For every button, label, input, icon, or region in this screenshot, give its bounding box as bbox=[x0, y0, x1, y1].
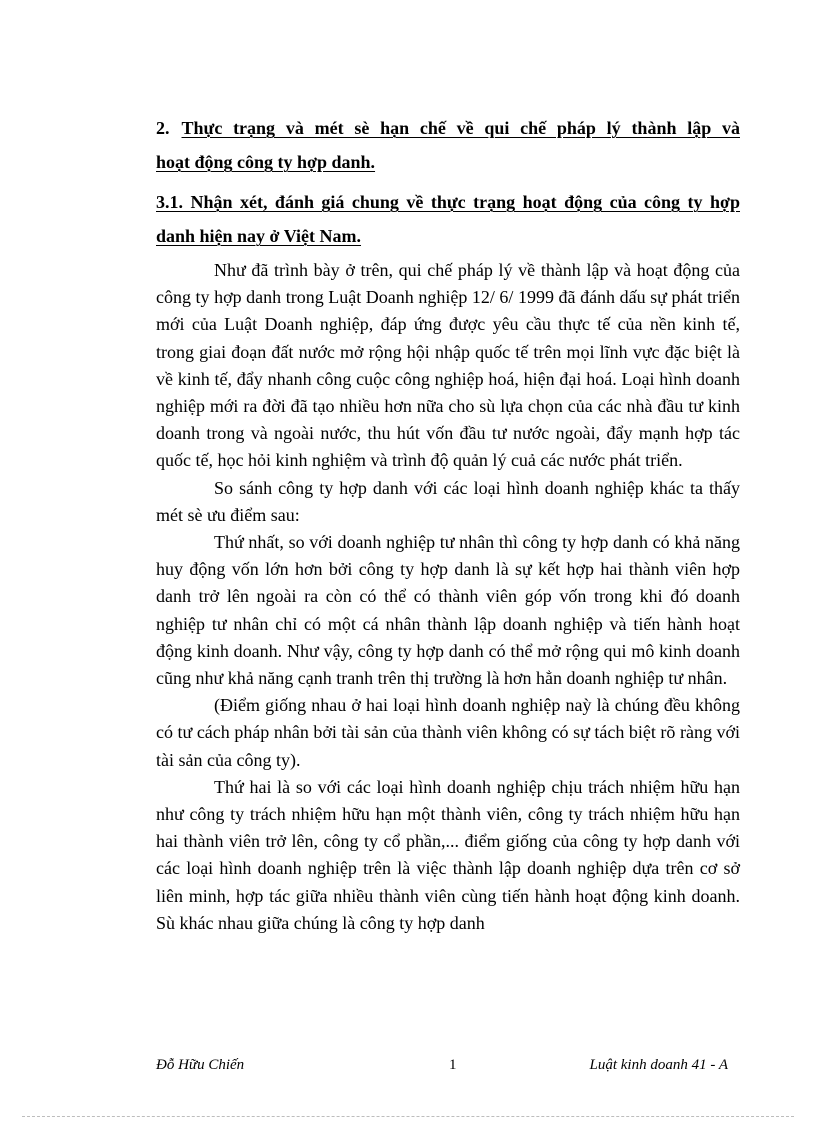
body-text bbox=[156, 257, 740, 937]
page-footer bbox=[156, 1057, 728, 1077]
page-content bbox=[156, 111, 740, 937]
section-2-heading-line-2 bbox=[156, 145, 740, 179]
section-3-1-title-line-2: danh hiện nay ở Việt Nam. bbox=[156, 226, 362, 246]
section-2-number: 2. bbox=[156, 118, 170, 138]
paragraph: So sánh công ty hợp danh với các loại hình doanh nghiệp khác ta thấy mét sè ưu điểm sau: bbox=[156, 477, 740, 525]
section-3-1-title-line-1: 3.1. Nhận xét, đánh giá chung về thực trạng hoạt động của công ty hợp bbox=[156, 192, 740, 212]
paragraph: Thứ hai là so với các loại hình doanh nghiệp chịu trách nhiệm hữu hạn như công ty trách nhiệm hữu hạn một thành viên, công ty trách nhiệm hữu hạn hai thành viên trở lên, công ty cổ phần,... điểm giống của công ty hợp danh với các loại hình doanh nghiệp trên là việc thành lập doanh nghiệp dựa trên cơ sở liên minh, hợp tác giữa nhiều thành viên cùng tiến hành hoạt động kinh doanh. Sù khác nhau giữa chúng là công ty hợp danh bbox=[156, 776, 740, 933]
footer-author: Đỗ Hữu Chiến bbox=[156, 1057, 245, 1073]
page-bottom-divider bbox=[22, 1116, 794, 1117]
section-2-heading-line-1 bbox=[156, 111, 740, 145]
section-2-title-line-1: Thực trạng và mét sè hạn chế về qui chế pháp lý thành lập và bbox=[181, 118, 740, 138]
paragraph: (Điểm giống nhau ở hai loại hình doanh nghiệp naỳ là chúng đều không có tư cách pháp nhân bởi tài sản của thành viên không có sự tách biệt rõ ràng với tài sản của công ty). bbox=[156, 695, 740, 770]
footer-course: Luật kinh doanh 41 - A bbox=[589, 1057, 728, 1073]
section-3-1-heading-line-2 bbox=[156, 219, 740, 253]
footer-page-number: 1 bbox=[449, 1057, 457, 1073]
paragraph: Như đã trình bày ở trên, qui chế pháp lý về thành lập và hoạt động của công ty hợp danh trong Luật Doanh nghiệp 12/ 6/ 1999 đã đánh dấu sự phát triển mới của Luật Doanh nghiệp, đáp ứng được yêu cầu thực tế của nền kinh tế, trong giai đoạn đất nước mở rộng hội nhập quốc tế trên mọi lĩnh vực đặc biệt là về kinh tế, đẩy nhanh công cuộc công nghiệp hoá, hiện đại hoá. Loại hình doanh nghiệp mới ra đời đã tạo nhiều hơn nữa cho sù lựa chọn của các nhà đầu tư kinh doanh trong và ngoài nước, thu hút vốn đầu tư nước ngoài, đẩy mạnh hợp tác quốc tế, học hỏi kinh nghiệm và trình độ quản lý cuả các nước phát triển. bbox=[156, 260, 740, 471]
section-3-1-heading-line-1 bbox=[156, 185, 740, 219]
section-2-title-line-2: hoạt động công ty hợp danh. bbox=[156, 152, 376, 172]
paragraph: Thứ nhất, so với doanh nghiệp tư nhân thì công ty hợp danh có khả năng huy động vốn lớn hơn bởi công ty hợp danh là sự kết hợp hai thành viên hợp danh trở lên ngoài ra còn có thể có thành viên góp vốn trong khi đó doanh nghiệp tư nhân chỉ có một cá nhân thành lập doanh nghiệp và tiến hành hoạt động kinh doanh. Như vậy, công ty hợp danh có thể mở rộng qui mô kinh doanh cũng như khả năng cạnh tranh trên thị trường là hơn hẳn doanh nghiệp tư nhân. bbox=[156, 532, 740, 689]
